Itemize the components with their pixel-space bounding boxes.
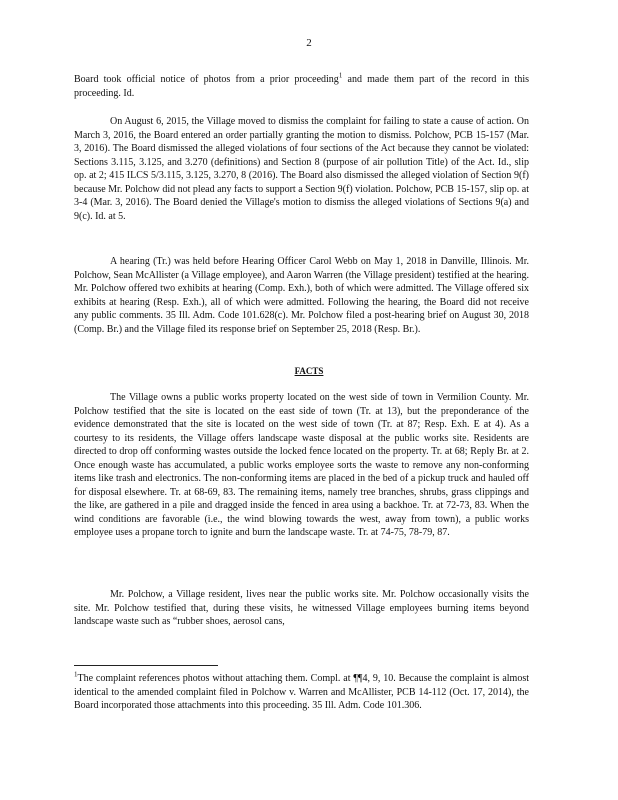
page-number: 2 [306, 37, 312, 49]
section-heading-facts: FACTS [294, 366, 324, 376]
paragraph-text: The Village owns a public works property located on the west side of town in Vermilion County. Mr. Polchow testified that the site is located on the east side of town (Tr. at 13), but the preponderance of the evidence demonstrated that the site is located on the west side of town (Tr. at 87; Resp. Exh. E at 4). As a courtesy to its residents, the Village offers landscape waste disposal at the public works site. Residents are directed to drop off conforming wastes outside the locked fence located on the property. Tr. at 68; Reply Br. at 2. Once enough waste has accumulated, a public works employee sorts the waste to remove any non-conforming items like trash and electronics. The non-conforming items are placed in the bed of a pickup truck and hauled off for disposal elsewhere. Tr. at 68-69, 83. The remaining items, namely tree branches, shrubs, grass clippings and the like, are gathered in a pile and dragged inside the fenced in area using a backhoe. Tr. at 72-73, 83. When the wind conditions are favorable (i.e., the wind blowing towards the west, away from town), a public works employee uses a propane torch to ignite and burn the landscape waste. Tr. at 74-75, 78-79, 87. [74, 392, 529, 538]
footnote-reference[interactable]: 1 [338, 71, 343, 80]
paragraph-motion-to-dismiss [74, 115, 529, 223]
footnote-marker: 1 [74, 670, 78, 679]
paragraph-text: Mr. Polchow, a Village resident, lives near the public works site. Mr. Polchow occasionally visits the site. Mr. Polchow testified that, during these visits, he witnessed Village employees burning items beyond landscape waste such as “rubber shoes, aerosol cans, [74, 589, 529, 627]
paragraph-facts-polchow [74, 588, 529, 629]
footnote [74, 672, 529, 713]
footnote-text: The complaint references photos without attaching them. Compl. at ¶¶4, 9, 10. Because the complaint is almost identical to the amended complaint filed in Polchow v. Warren and McAllister, PCB 14-112 (Oct. 17, 2014), the Board incorporated those attachments into this proceeding. 35 Ill. Adm. Code 101.306. [74, 673, 529, 711]
paragraph-text: On August 6, 2015, the Village moved to dismiss the complaint for failing to state a cause of action. On March 3, 2016, the Board entered an order partially granting the motion to dismiss. Polchow, PCB 15-157 (Mar. 3, 2016). The Board dismissed the alleged violations of four sections of the Act because they cannot be violated: Sections 3.115, 3.125, and 3.270 (definitions) and Section 8 (purpose of air pollution Title) of the Act. Id., slip op. at 2; 415 ILCS 5/3.115, 3.125, 3.270, 8 (2016). The Board also dismissed the alleged violation of Section 9(f) because Mr. Polchow did not plead any facts to support a Section 9(f) violation. Polchow, PCB 15-157, slip op. at 3-4 (Mar. 3, 2016). The Board denied the Village's motion to dismiss the alleged violations of Sections 9(a) and 9(c). Id. at 5. [74, 116, 529, 222]
paragraph-hearing [74, 255, 529, 336]
footnote-divider [74, 665, 218, 666]
paragraph-text: Board took official notice of photos from a prior proceeding [74, 74, 339, 85]
paragraph-text-continued: and made them part of the record in this proceeding. Id. [74, 74, 529, 99]
paragraph-facts-site [74, 391, 529, 540]
paragraph-board-notice [74, 73, 529, 100]
paragraph-text: A hearing (Tr.) was held before Hearing Officer Carol Webb on May 1, 2018 in Danville, Illinois. Mr. Polchow, Sean McAllister (a Village employee), and Aaron Warren (the Village president) testified at the hearing. Mr. Polchow offered two exhibits at hearing (Comp. Exh.), both of which were admitted. The Village offered six exhibits at hearing (Resp. Exh.), all of which were admitted. Following the hearing, the Board did not receive any public comments. 35 Ill. Adm. Code 101.628(c). Mr. Polchow filed a post-hearing brief on August 30, 2018 (Comp. Br.) and the Village filed its response brief on September 25, 2018 (Resp. Br.). [74, 256, 529, 335]
